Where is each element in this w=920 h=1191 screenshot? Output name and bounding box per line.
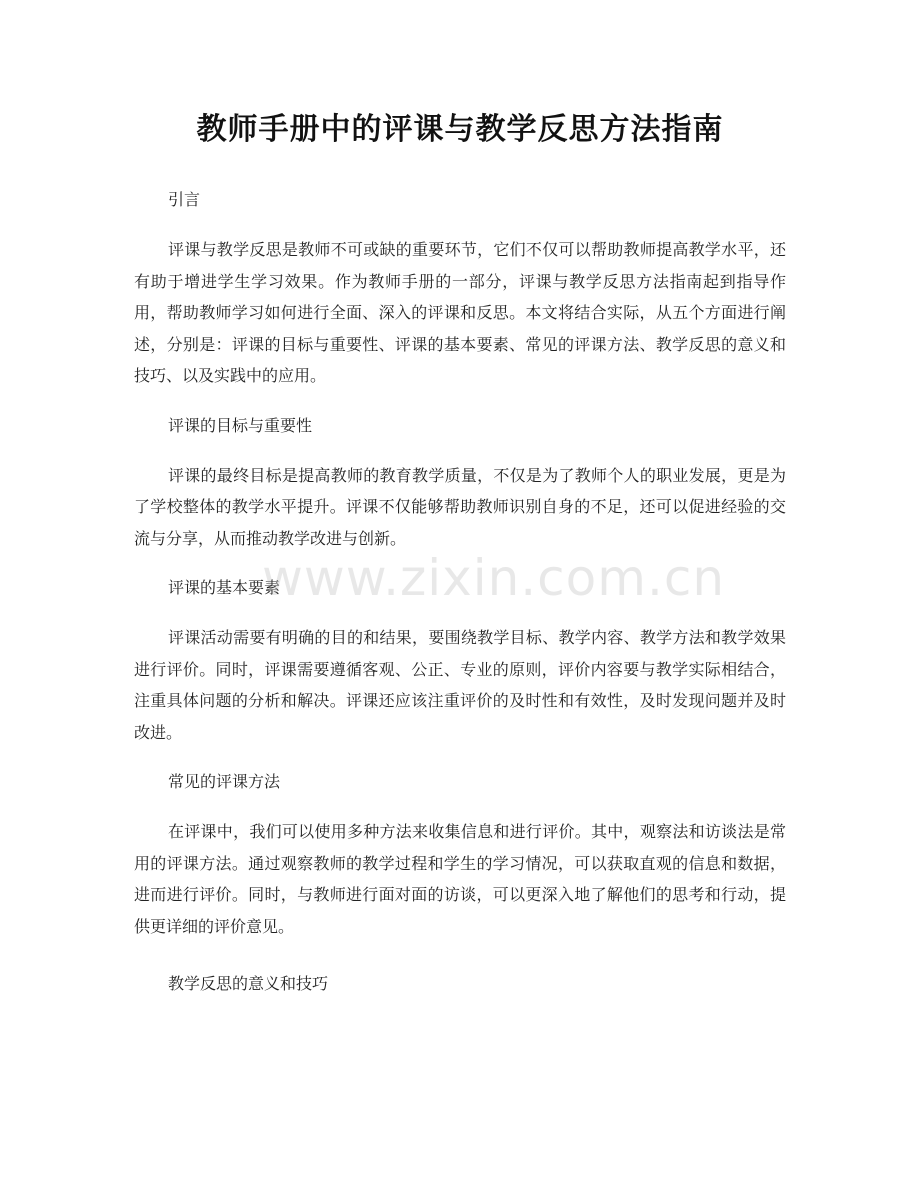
section-paragraph-goals: 评课的最终目标是提高教师的教育教学质量，不仅是为了教师个人的职业发展，更是为了学校整体的教学水平提升。评课不仅能够帮助教师识别自身的不足，还可以促进经验的交流与分享，从而推动教学改进与创新。 xyxy=(134,465,786,548)
section-heading-methods: 常见的评课方法 xyxy=(168,772,281,791)
section-heading-reflection: 教学反思的意义和技巧 xyxy=(168,974,329,993)
document-body xyxy=(134,180,786,1004)
section-paragraph-methods: 在评课中，我们可以使用多种方法来收集信息和进行评价。其中，观察法和访谈法是常用的评课方法。通过观察教师的教学过程和学生的学习情况，可以获取直观的信息和数据，进而进行评价。同时，与教师进行面对面的访谈，可以更深入地了解他们的思考和行动，提供更详细的评价意见。 xyxy=(134,822,786,936)
section-paragraph-elements: 评课活动需要有明确的目的和结果，要围绕教学目标、教学内容、教学方法和教学效果进行评价。同时，评课需要遵循客观、公正、专业的原则，评价内容要与教学实际相结合，注重具体问题的分析和解决。评课还应该注重评价的及时性和有效性，及时发现问题并及时改进。 xyxy=(134,628,786,742)
section-heading-goals: 评课的目标与重要性 xyxy=(168,415,313,435)
section-heading-intro: 引言 xyxy=(168,190,201,209)
section-paragraph-intro: 评课与教学反思是教师不可或缺的重要环节，它们不仅可以帮助教师提高教学水平，还有助于增进学生学习效果。作为教师手册的一部分，评课与教学反思方法指南起到指导作用，帮助教师学习如何进行全面、深入的评课和反思。本文将结合实际，从五个方面进行阐述，分别是：评课的目标与重要性、评课的基本要素、常见的评课方法、教学反思的意义和技巧、以及实践中的应用。 xyxy=(134,240,786,385)
section-heading-elements: 评课的基本要素 xyxy=(168,578,281,597)
document-title: 教师手册中的评课与教学反思方法指南 xyxy=(196,112,724,147)
watermark: www.zixin.com.cn xyxy=(262,549,726,607)
